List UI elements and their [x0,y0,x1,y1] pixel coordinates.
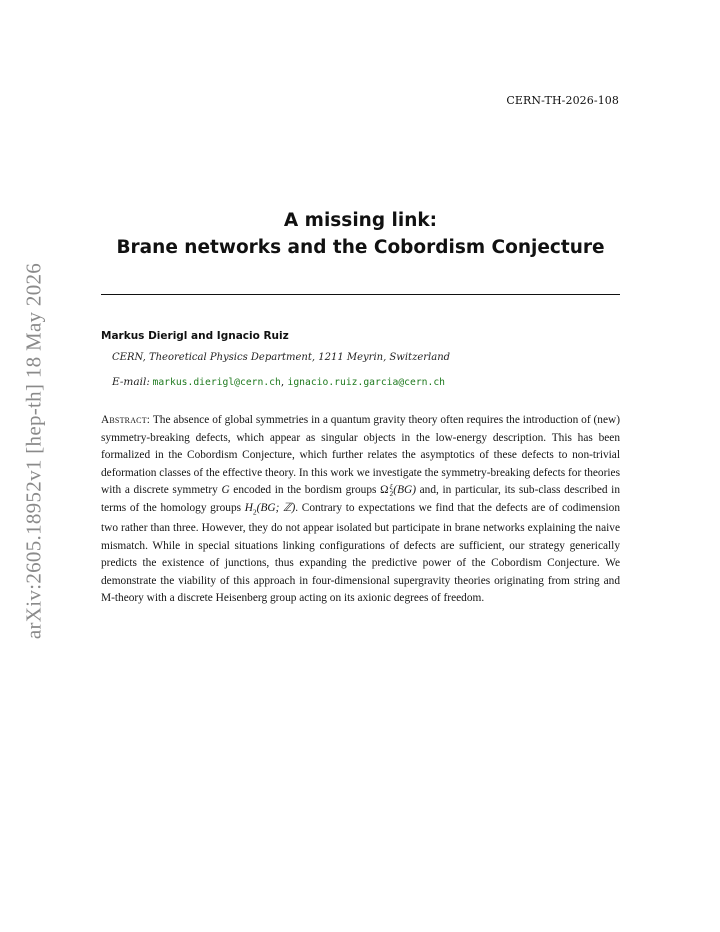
homology-group-math: $H_2(BG$; ℤ) [244,501,296,516]
abstract-text-4: . Contrary to expectations we find that the defects are of codimension two rather than three. However, they do not appear isolated but participate in brane networks explaining the naive mismatch. While in special situations linking configurations of defects are sufficient, our strategy generically predicts the existence of junctions, thus expanding the predictive power of the Cobordism Conjecture. We demonstrate the viability of this approach in four-dimensional supergravity theories originating from string and M-theory with a discrete Heisenberg group acting on its axionic degrees of freedom. [101,501,620,605]
abstract [101,412,620,608]
email-link-ruiz[interactable]: ignacio.ruiz.garcia@cern.ch [287,377,445,388]
email-separator: , [280,376,288,388]
email-line [112,376,445,388]
title-divider [101,294,620,295]
author-affiliation: CERN, Theoretical Physics Department, 1211 Meyrin, Switzerland [112,352,451,363]
arxiv-identifier-stamp: arXiv:2605.18952v1 [hep-th] 18 May 2026 [21,262,46,640]
email-link-dierigl[interactable]: markus.dierigl@cern.ch [152,377,281,388]
title-line-1: A missing link: [283,210,438,231]
abstract-label: Abstract: [101,414,151,426]
bordism-group-math: Ω ξ 2 (BG) [380,482,416,499]
abstract-text-1: The absence of global symmetries in a quantum gravity theory often requires the introduction of (new) symmetry-breaking defects, which appear as singular objects in the low-energy description. This has been formalized in the Cobordism Conjecture, which further relates the asymptotics of these defects to non-trivial deformation classes of the effective theory. In this work we investigate the symmetry-breaking defects for theories with a discrete symmetry [101,414,620,496]
abstract-text-3: and, in particular, its sub-class described in terms of the homology groups [101,484,621,514]
author-list: Markus Dierigl and Ignacio Ruiz [101,330,289,342]
paper-title [101,207,620,261]
symmetry-group-symbol: G [221,484,230,496]
abstract-text-2: encoded in the bordism groups [229,484,381,496]
report-number: CERN-TH-2026-108 [506,94,619,107]
email-label: E-mail: [112,376,150,388]
title-line-2: Brane networks and the Cobordism Conjecture [116,237,605,258]
